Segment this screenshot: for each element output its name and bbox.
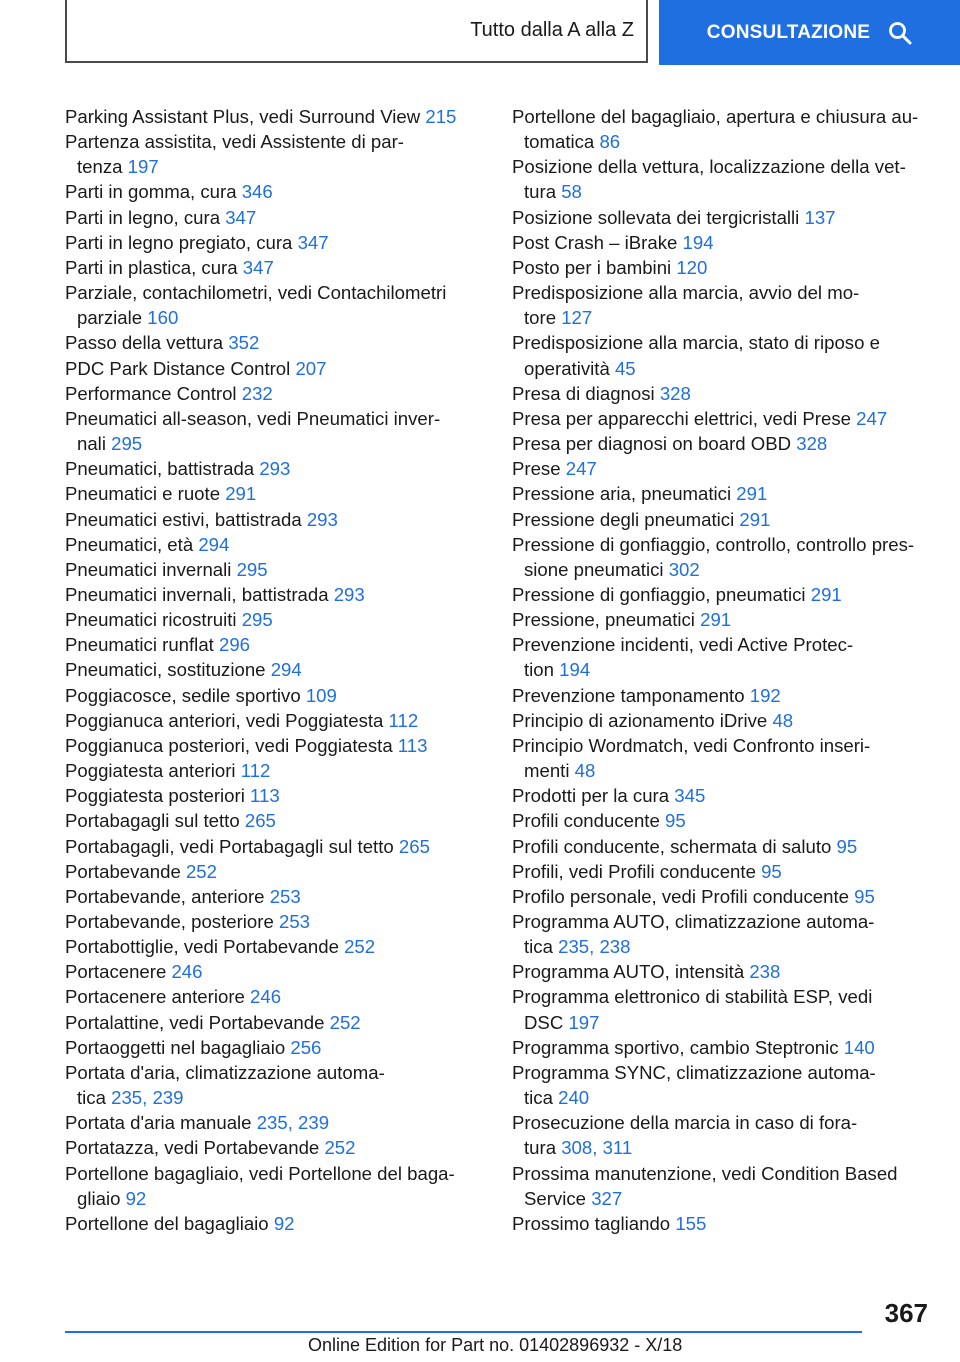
entry-text: Performance Control [65, 382, 237, 404]
index-entry [512, 507, 932, 532]
index-entry [512, 984, 932, 1034]
index-entry [65, 1135, 475, 1160]
page-reference-link[interactable]: 346 [241, 181, 273, 203]
page-reference-link[interactable]: 235, 238 [558, 936, 631, 958]
page-reference-link[interactable]: 95 [836, 835, 858, 857]
entry-text: sione pneumatici [524, 558, 664, 580]
page-reference-link[interactable]: 48 [772, 709, 794, 731]
page-reference-link[interactable]: 352 [228, 332, 260, 354]
edition-footer: Online Edition for Part no. 01402896932 - X/18 [308, 1335, 683, 1355]
entry-text: Pneumatici, età [65, 533, 194, 555]
consult-tab-label: CONSULTAZIONE [706, 21, 871, 43]
index-entry [512, 1060, 932, 1110]
entry-text: PDC Park Distance Control [65, 357, 291, 379]
page-reference-link[interactable]: 95 [761, 860, 782, 882]
page-reference-link[interactable]: 328 [659, 382, 691, 404]
page-reference-link[interactable]: 265 [398, 835, 430, 857]
page-reference-link[interactable]: 207 [295, 357, 327, 379]
index-entry [512, 456, 932, 481]
index-entry [65, 330, 475, 355]
consult-tab[interactable] [659, 0, 960, 65]
page-reference-link[interactable]: 238 [749, 961, 781, 983]
page-reference-link[interactable]: 253 [269, 885, 301, 907]
page-reference-link[interactable]: 140 [843, 1036, 875, 1058]
index-entry [512, 808, 932, 833]
entry-text: Post Crash – iBrake [512, 231, 678, 253]
index-entry [65, 683, 475, 708]
entry-text: Service [524, 1187, 587, 1209]
page-reference-link[interactable]: 296 [219, 634, 251, 656]
entry-text: Programma sportivo, cambio Steptronic [512, 1036, 839, 1058]
index-entry [512, 381, 932, 406]
entry-text: nali [77, 433, 106, 455]
entry-text: Profili conducente, schermata di saluto [512, 835, 832, 857]
page-reference-link[interactable]: 235, 239 [111, 1087, 184, 1109]
entry-text: Profili, vedi Profili conducente [512, 860, 756, 882]
entry-text: gliaio [77, 1187, 121, 1209]
entry-text: tenza [77, 156, 123, 178]
entry-text: Predisposizione alla marcia, avvio del mo- [512, 282, 860, 304]
index-entry [512, 959, 932, 984]
index-entry [65, 607, 475, 632]
page-reference-link[interactable]: 308, 311 [561, 1137, 633, 1159]
entry-text: Posizione sollevata dei tergicristalli [512, 206, 800, 228]
page-reference-link[interactable]: 194 [682, 231, 714, 253]
section-tab-label: Tutto dalla A alla Z [470, 19, 634, 41]
entry-text: Pneumatici all-season, vedi Pneumatici inver- [65, 407, 441, 429]
entry-text: Poggianuca posteriori, vedi Poggiatesta [65, 734, 393, 756]
page-reference-link[interactable]: 113 [397, 734, 428, 756]
index-entry [512, 330, 932, 380]
index-entry [512, 1110, 932, 1160]
entry-text: Pressione aria, pneumatici [512, 483, 732, 505]
page-reference-link[interactable]: 45 [614, 357, 636, 379]
page-reference-link[interactable]: 246 [171, 961, 203, 983]
entry-text: Portacenere anteriore [65, 986, 245, 1008]
entry-text: Profilo personale, vedi Profili conducente [512, 885, 849, 907]
index-entry [512, 1211, 932, 1236]
index-entry [65, 1035, 475, 1060]
entry-text: Portatazza, vedi Portabevande [65, 1137, 320, 1159]
page-reference-link[interactable]: 293 [259, 458, 291, 480]
entry-text: tica [77, 1087, 106, 1109]
index-entry [65, 230, 475, 255]
entry-text: Pneumatici e ruote [65, 483, 221, 505]
index-entry [512, 859, 932, 884]
index-entry [65, 1110, 475, 1135]
page-reference-link[interactable]: 291 [700, 609, 732, 631]
index-entry [65, 984, 475, 1009]
index-entry [512, 1161, 932, 1211]
entry-text: Parziale, contachilometri, vedi Contachilometri [65, 282, 447, 304]
page-reference-link[interactable]: 112 [240, 760, 271, 782]
index-entry [512, 683, 932, 708]
entry-text: Programma AUTO, intensità [512, 961, 745, 983]
entry-text: Pneumatici runflat [65, 634, 214, 656]
entry-text: Predisposizione alla marcia, stato di riposo e [512, 332, 880, 354]
index-entry [65, 104, 475, 129]
entry-text: Poggiacosce, sedile sportivo [65, 684, 301, 706]
entry-text: Portaoggetti nel bagagliaio [65, 1036, 286, 1058]
index-entry [512, 230, 932, 255]
entry-text: Pressione di gonfiaggio, controllo, controllo pres- [512, 533, 915, 555]
entry-text: Principio Wordmatch, vedi Confronto inseri- [512, 734, 871, 756]
index-entry [65, 205, 475, 230]
index-entry [512, 632, 932, 682]
page-reference-link[interactable]: 247 [565, 458, 597, 480]
entry-text: Parti in gomma, cura [65, 181, 237, 203]
entry-text: Portabottiglie, vedi Portabevande [65, 936, 339, 958]
page-reference-link[interactable]: 197 [127, 156, 159, 178]
entry-text: Poggianuca anteriori, vedi Poggiatesta [65, 709, 384, 731]
entry-text: Portalattine, vedi Portabevande [65, 1011, 325, 1033]
entry-text: Prosecuzione della marcia in caso di fora- [512, 1112, 858, 1134]
page-reference-link[interactable]: 120 [676, 256, 708, 278]
page-reference-link[interactable]: 294 [198, 533, 230, 555]
entry-text: Profili conducente [512, 810, 660, 832]
page-reference-link[interactable]: 252 [344, 936, 376, 958]
entry-text: Parti in plastica, cura [65, 256, 238, 278]
page-reference-link[interactable]: 92 [125, 1187, 147, 1209]
index-entry [512, 104, 932, 154]
index-entry [65, 356, 475, 381]
entry-text: Portata d'aria, climatizzazione automa- [65, 1061, 385, 1083]
index-entry [65, 884, 475, 909]
entry-text: Portabevande, anteriore [65, 885, 265, 907]
page-reference-link[interactable]: 291 [736, 483, 768, 505]
entry-text: Poggiatesta posteriori [65, 785, 245, 807]
entry-text: Portabagagli, vedi Portabagagli sul tetto [65, 835, 394, 857]
index-entry [512, 481, 932, 506]
entry-text: Presa per diagnosi on board OBD [512, 433, 792, 455]
page-reference-link[interactable]: 109 [305, 684, 337, 706]
page-reference-link[interactable]: 48 [574, 760, 596, 782]
page-reference-link[interactable]: 160 [147, 307, 179, 329]
index-entry [65, 808, 475, 833]
index-entry [512, 607, 932, 632]
page-reference-link[interactable]: 252 [324, 1137, 356, 1159]
page-reference-link[interactable]: 327 [591, 1187, 623, 1209]
entry-text: Pressione di gonfiaggio, pneumatici [512, 583, 806, 605]
entry-text: Portabagagli sul tetto [65, 810, 240, 832]
entry-text: DSC [524, 1011, 564, 1033]
entry-text: tura [524, 1137, 557, 1159]
index-entry [65, 456, 475, 481]
entry-text: Portata d'aria manuale [65, 1112, 252, 1134]
index-entry [512, 834, 932, 859]
index-entry [65, 381, 475, 406]
entry-text: tomatica [524, 131, 595, 153]
page-reference-link[interactable]: 113 [250, 785, 280, 807]
page-reference-link[interactable]: 347 [225, 206, 257, 228]
entry-text: Presa per apparecchi elettrici, vedi Prese [512, 407, 851, 429]
index-entry [65, 1010, 475, 1035]
page-reference-link[interactable]: 252 [329, 1011, 361, 1033]
index-entry [512, 708, 932, 733]
index-entry [512, 884, 932, 909]
entry-text: Posto per i bambini [512, 256, 672, 278]
index-entry [512, 280, 932, 330]
page-reference-link[interactable]: 291 [225, 483, 257, 505]
page-reference-link[interactable]: 232 [241, 382, 273, 404]
index-entry [65, 481, 475, 506]
entry-text: tica [524, 1087, 553, 1109]
page-reference-link[interactable]: 253 [278, 911, 311, 932]
entry-text: Portellone bagagliaio, vedi Portellone del baga- [65, 1162, 455, 1184]
entry-text: Pneumatici invernali, battistrada [65, 583, 329, 605]
entry-text: Portellone del bagagliaio, apertura e chiusura au- [512, 106, 919, 127]
page-reference-link[interactable]: 247 [856, 407, 888, 429]
index-entry [65, 129, 475, 179]
entry-text: Pneumatici, battistrada [65, 458, 255, 480]
index-entry [512, 431, 932, 456]
index-entry [65, 758, 475, 783]
index-entry [65, 179, 475, 204]
page-reference-link[interactable]: 86 [599, 131, 621, 153]
page-reference-link[interactable]: 293 [333, 583, 365, 605]
entry-text: tore [524, 307, 557, 329]
page-reference-link[interactable]: 58 [561, 181, 582, 203]
entry-text: Prodotti per la cura [512, 785, 670, 807]
index-entry [512, 532, 932, 582]
index-entry [512, 783, 932, 808]
page-reference-link[interactable]: 295 [241, 609, 273, 631]
page-reference-link[interactable]: 295 [111, 433, 143, 455]
page-reference-link[interactable]: 252 [185, 860, 217, 882]
entry-text: Prevenzione incidenti, vedi Active Protec- [512, 634, 854, 656]
page-reference-link[interactable]: 302 [668, 558, 700, 580]
entry-text: Presa di diagnosi [512, 382, 655, 404]
entry-text: Programma elettronico di stabilità ESP, vedi [512, 986, 873, 1008]
index-column-right [512, 104, 932, 1236]
entry-text: Pneumatici, sostituzione [65, 659, 266, 681]
entry-text: Passo della vettura [65, 332, 224, 354]
page-reference-link[interactable]: 197 [568, 1011, 600, 1033]
index-entry [65, 582, 475, 607]
page-reference-link[interactable]: 291 [739, 508, 771, 530]
index-entry [65, 255, 475, 280]
page-reference-link[interactable]: 293 [306, 508, 338, 530]
page-reference-link[interactable]: 291 [810, 583, 842, 605]
index-entry [65, 557, 475, 582]
index-entry [512, 582, 932, 607]
page-reference-link[interactable]: 92 [273, 1212, 295, 1234]
entry-text: Posizione della vettura, localizzazione della vet- [512, 156, 906, 178]
index-entry [65, 632, 475, 657]
entry-text: Prossima manutenzione, vedi Condition Based [512, 1162, 898, 1184]
index-entry [65, 1060, 475, 1110]
index-entry [65, 783, 475, 808]
entry-text: tica [524, 936, 553, 958]
entry-text: tion [524, 659, 554, 681]
entry-text: Portacenere [65, 961, 167, 983]
page-reference-link[interactable]: 295 [236, 558, 268, 580]
index-entry [65, 834, 475, 859]
entry-text: Prossimo tagliando [512, 1212, 671, 1234]
index-entry [65, 733, 475, 758]
page-reference-link[interactable]: 347 [242, 256, 274, 278]
entry-text: Parti in legno pregiato, cura [65, 231, 293, 253]
entry-text: Prevenzione tamponamento [512, 684, 745, 706]
index-entry [65, 909, 475, 934]
index-column-left [65, 104, 475, 1236]
entry-text: Programma AUTO, climatizzazione automa- [512, 911, 875, 932]
page-reference-link[interactable]: 192 [749, 684, 781, 706]
page-reference-link[interactable]: 265 [244, 810, 276, 832]
entry-text: Principio di azionamento iDrive [512, 709, 768, 731]
page-reference-link[interactable]: 240 [558, 1087, 590, 1109]
page-reference-link[interactable]: 127 [561, 307, 593, 329]
entry-text: Portellone del bagagliaio [65, 1212, 269, 1234]
entry-text: Parti in legno, cura [65, 206, 221, 228]
page-reference-link[interactable]: 347 [297, 231, 329, 253]
index-entry [512, 406, 932, 431]
index-entry [512, 733, 932, 783]
index-entry [512, 255, 932, 280]
page-number: 367 [884, 1298, 928, 1328]
index-entry [65, 708, 475, 733]
index-entry [65, 532, 475, 557]
entry-text: Prese [512, 458, 561, 480]
page-reference-link[interactable]: 345 [674, 785, 706, 807]
entry-text: Pneumatici estivi, battistrada [65, 508, 302, 530]
entry-text: Partenza assistita, vedi Assistente di par- [65, 131, 404, 153]
index-entry [65, 934, 475, 959]
entry-text: parziale [77, 307, 143, 329]
search-icon[interactable] [888, 21, 912, 45]
entry-text: menti [524, 760, 570, 782]
index-entry [65, 1211, 475, 1236]
entry-text: Pressione, pneumatici [512, 609, 695, 631]
page-reference-link[interactable]: 294 [270, 659, 302, 681]
entry-text: operatività [524, 357, 610, 379]
index-entry [65, 1161, 475, 1211]
index-entry [65, 406, 475, 456]
page-reference-link[interactable]: 155 [675, 1212, 707, 1234]
entry-text: tura [524, 181, 557, 203]
index-entry [65, 859, 475, 884]
page-reference-link[interactable]: 235, 239 [256, 1112, 330, 1134]
section-tab[interactable] [65, 0, 648, 63]
index-entry [512, 909, 932, 959]
entry-text: Portabevande [65, 860, 181, 882]
page-reference-link[interactable]: 256 [290, 1036, 322, 1058]
entry-text: Programma SYNC, climatizzazione automa- [512, 1061, 876, 1083]
entry-text: Parking Assistant Plus, vedi Surround View [65, 106, 421, 127]
page-reference-link[interactable]: 137 [804, 206, 836, 228]
footer-rule [65, 1331, 862, 1333]
entry-text: Pressione degli pneumatici [512, 508, 735, 530]
index-entry [512, 205, 932, 230]
index-entry [65, 280, 475, 330]
entry-text: Pneumatici ricostruiti [65, 609, 237, 631]
index-entry [65, 959, 475, 984]
page-reference-link[interactable]: 246 [250, 986, 282, 1008]
page-reference-link[interactable]: 215 [425, 106, 457, 127]
entry-text: Portabevande, posteriore [65, 911, 274, 932]
entry-text: Pneumatici invernali [65, 558, 232, 580]
index-entry [512, 1035, 932, 1060]
page-reference-link[interactable]: 95 [664, 810, 686, 832]
index-entry [65, 507, 475, 532]
page-reference-link[interactable]: 194 [559, 659, 591, 681]
index-entry [65, 657, 475, 682]
page-reference-link[interactable]: 95 [854, 885, 875, 907]
entry-text: Poggiatesta anteriori [65, 760, 236, 782]
page-reference-link[interactable]: 112 [388, 709, 419, 731]
index-entry [512, 154, 932, 204]
page-reference-link[interactable]: 328 [796, 433, 828, 455]
